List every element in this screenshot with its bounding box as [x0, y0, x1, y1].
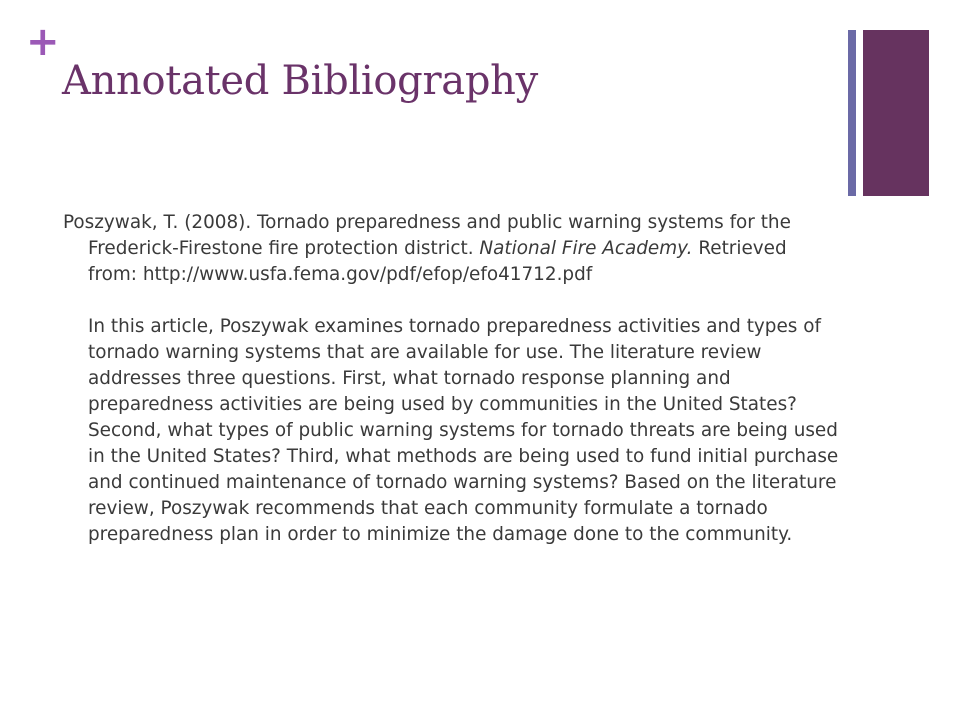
plus-bullet-icon: + [26, 19, 60, 65]
citation-authors-title: Poszywak, T. (2008). Tornado preparedness and public warning systems for the Frederick-Firestone fire protection district. [63, 212, 791, 259]
citation-retrieved: Retrieved from: [88, 238, 787, 285]
citation-publisher: National Fire Academy. [479, 238, 693, 259]
slide-content [63, 210, 841, 548]
accent-bar-thick [863, 30, 929, 196]
accent-bar-thin [848, 30, 856, 196]
annotation-paragraph: In this article, Poszywak examines tornado preparedness activities and types of tornado warning systems that are available for use. The literature review addresses three questions. First, what tornado response planning and preparedness activities are being used by communities in the United States? Second, what types of public warning systems for tornado threats are being used in the United States? Third, what methods are being used to fund initial purchase and continued maintenance of tornado warning systems? Based on the literature review, Poszywak recommends that each community formulate a tornado preparedness plan in order to minimize the damage done to the community. [88, 316, 839, 545]
citation-entry [63, 210, 841, 288]
slide-title: Annotated Bibliography [62, 58, 538, 104]
citation-url: http://www.usfa.fema.gov/pdf/efop/efo41712.pdf [142, 264, 593, 285]
